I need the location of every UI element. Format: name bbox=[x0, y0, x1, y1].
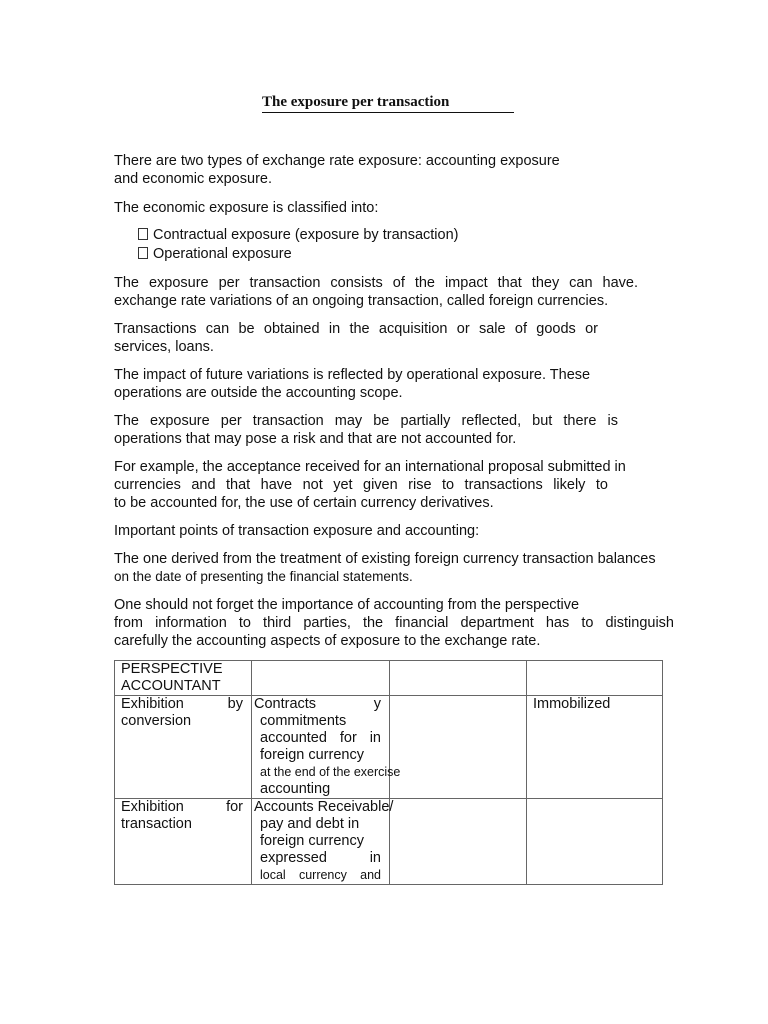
paragraph-future-variations bbox=[114, 366, 674, 402]
cell-text: conversion bbox=[121, 713, 192, 729]
header-text: PERSPECTIVE bbox=[121, 661, 223, 677]
table-cell bbox=[527, 696, 663, 799]
table-cell bbox=[115, 799, 252, 885]
cell-text: foreign currency bbox=[260, 833, 364, 849]
cell-text: local currency and bbox=[260, 868, 381, 882]
text-line: operations that may pose a risk and that are not accounted for. bbox=[114, 431, 517, 447]
exposure-table bbox=[114, 660, 663, 885]
table-cell bbox=[390, 696, 527, 799]
table-row bbox=[115, 696, 663, 799]
text-line: For example, the acceptance received for an international proposal submitted in bbox=[114, 459, 626, 475]
paragraph-derived-treatment bbox=[114, 550, 674, 586]
cell-text: Contracts y bbox=[254, 696, 381, 712]
text-line: to be accounted for, the use of certain currency derivatives. bbox=[114, 495, 494, 511]
text-line: from information to third parties, the financial department has to distinguish bbox=[114, 615, 674, 631]
table-cell bbox=[252, 799, 394, 885]
page-title: The exposure per transaction bbox=[262, 94, 514, 113]
bullet-box-icon bbox=[138, 228, 148, 240]
cell-text: Accounts Receivable/ bbox=[254, 799, 394, 815]
table-cell bbox=[527, 661, 663, 696]
paragraph-economic-classification bbox=[114, 199, 674, 217]
cell-text: pay and debt in bbox=[260, 816, 360, 832]
cell-text: accounted for in bbox=[260, 730, 381, 746]
table-header-cell bbox=[115, 661, 252, 696]
table-cell bbox=[115, 696, 252, 799]
table-cell bbox=[527, 799, 663, 885]
table-header-row bbox=[115, 661, 663, 696]
paragraph-transactions bbox=[114, 320, 598, 356]
table-cell bbox=[390, 799, 527, 885]
text-line: One should not forget the importance of accounting from the perspective bbox=[114, 597, 580, 613]
table-row bbox=[115, 799, 663, 885]
text-line: The exposure per transaction may be partially reflected, but there is bbox=[114, 413, 618, 429]
text-line: There are two types of exchange rate exposure: accounting exposure bbox=[114, 153, 560, 169]
cell-text: Exhibition by bbox=[121, 696, 243, 712]
paragraph-partial-reflection bbox=[114, 412, 618, 448]
text-line: Transactions can be obtained in the acquisition or sale of goods or bbox=[114, 321, 598, 337]
text-line: The impact of future variations is reflected by operational exposure. These bbox=[114, 367, 591, 383]
header-text: ACCOUNTANT bbox=[121, 678, 221, 694]
paragraph-important-points bbox=[114, 522, 674, 540]
paragraph-exposure-definition bbox=[114, 274, 638, 310]
table-cell bbox=[390, 661, 527, 696]
cell-text: commitments bbox=[260, 713, 347, 729]
text-line: on the date of presenting the financial statements. bbox=[114, 569, 413, 584]
bullet-item bbox=[138, 245, 292, 263]
cell-text: expressed in bbox=[260, 850, 381, 866]
bullet-box-icon bbox=[138, 247, 148, 259]
cell-text: Immobilized bbox=[533, 696, 611, 712]
cell-text: transaction bbox=[121, 816, 192, 832]
text-line: The one derived from the treatment of existing foreign currency transaction balances bbox=[114, 551, 656, 567]
paragraph-accounting-perspective bbox=[114, 596, 674, 650]
text-line: services, loans. bbox=[114, 339, 214, 355]
bullet-text: Operational exposure bbox=[153, 246, 292, 262]
text-line: operations are outside the accounting scope. bbox=[114, 385, 403, 401]
text-line: and economic exposure. bbox=[114, 171, 272, 187]
text-line: exchange rate variations of an ongoing transaction, called foreign currencies. bbox=[114, 293, 609, 309]
cell-text: foreign currency bbox=[260, 747, 364, 763]
text-line: Important points of transaction exposure and accounting: bbox=[114, 523, 480, 539]
cell-text: at the end of the exercise bbox=[260, 765, 401, 779]
table-cell bbox=[252, 696, 401, 799]
table-cell bbox=[252, 661, 390, 696]
bullet-text: Contractual exposure (exposure by transaction) bbox=[153, 227, 459, 243]
cell-text: accounting bbox=[260, 781, 331, 797]
paragraph-example bbox=[114, 458, 674, 512]
paragraph-exposure-types bbox=[114, 152, 674, 188]
cell-text: Exhibition for bbox=[121, 799, 243, 815]
text-line: The exposure per transaction consists of the impact that they can have. bbox=[114, 275, 638, 291]
bullet-item bbox=[138, 226, 458, 244]
text-line: carefully the accounting aspects of exposure to the exchange rate. bbox=[114, 633, 541, 649]
text-line: currencies and that have not yet given rise to transactions likely to bbox=[114, 477, 608, 493]
text-line: The economic exposure is classified into: bbox=[114, 200, 379, 216]
